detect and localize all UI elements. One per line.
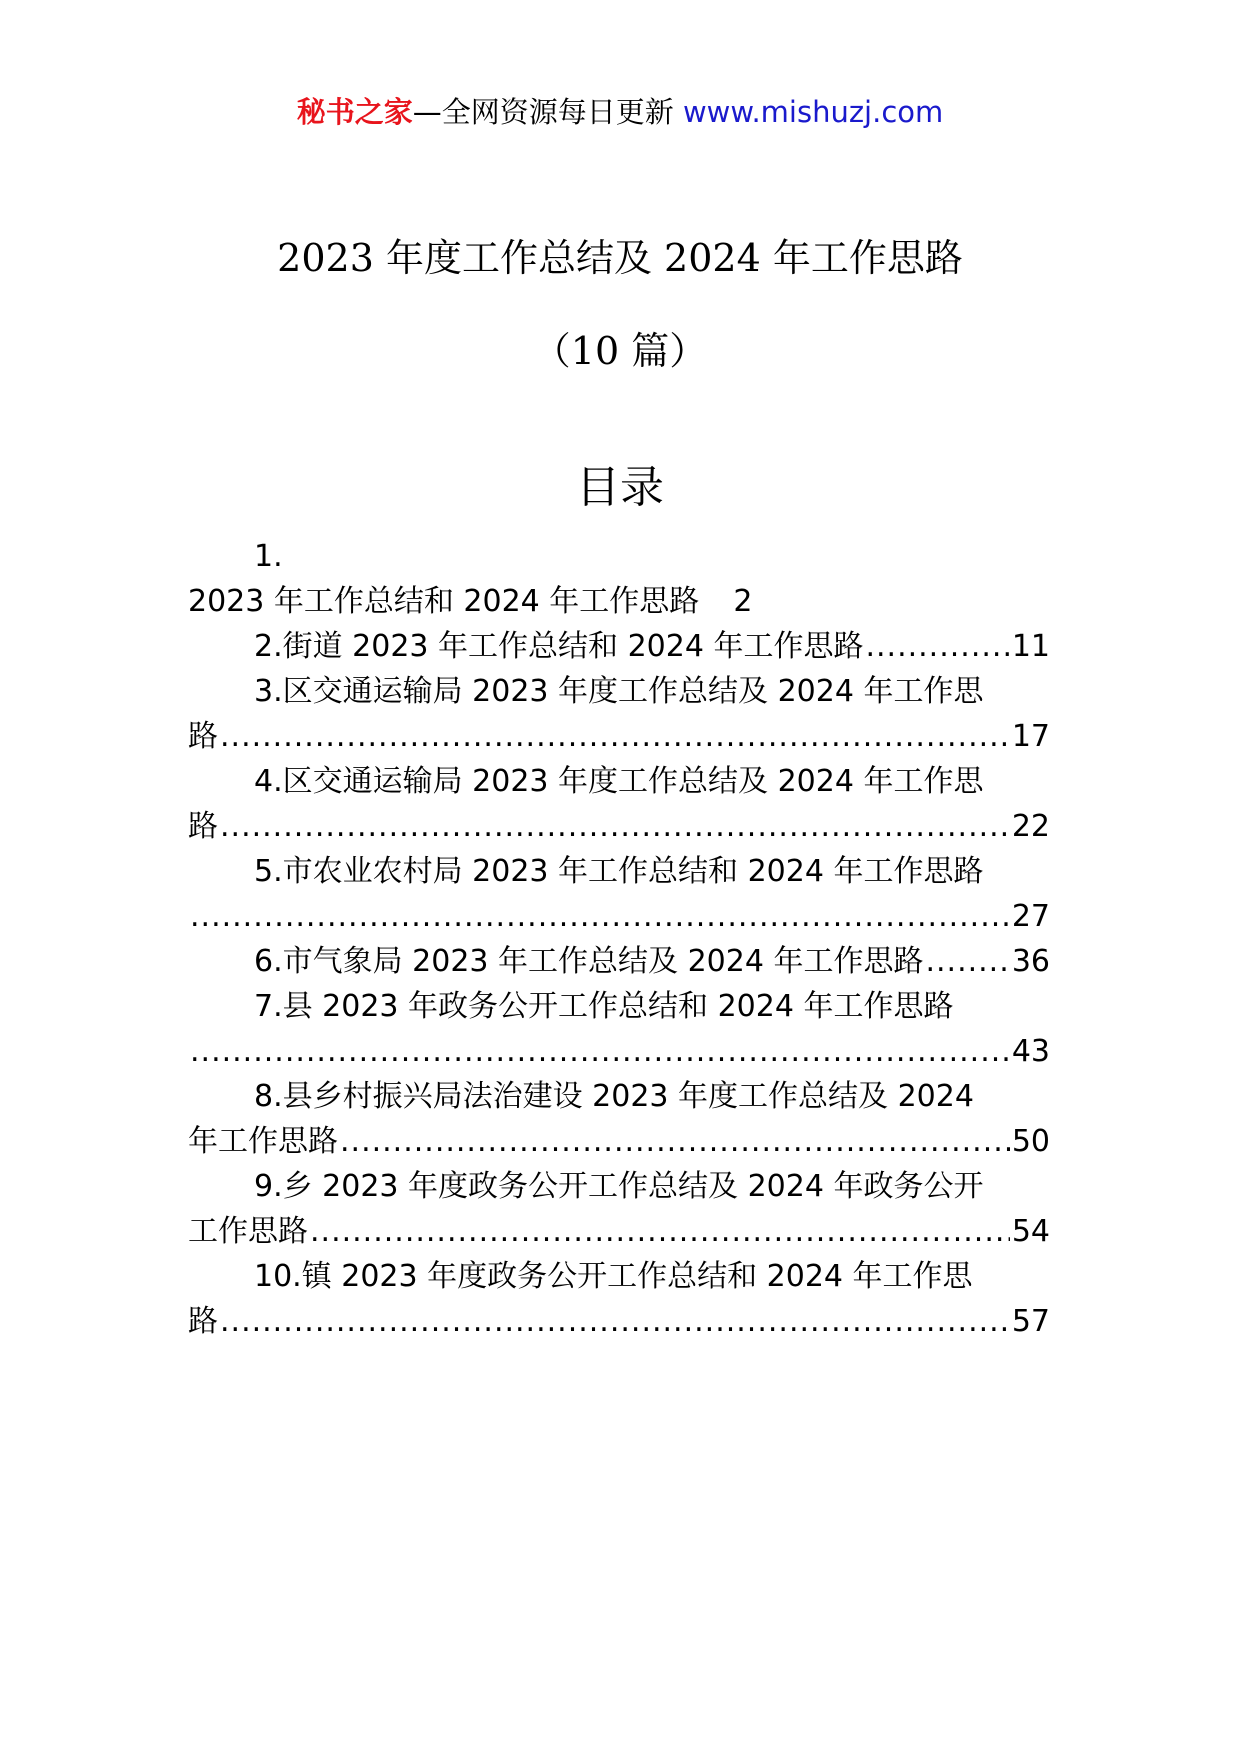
toc-item-1[interactable] <box>188 579 1050 624</box>
toc-item-page: 2 <box>733 584 753 619</box>
document-subtitle: （10 篇） <box>532 329 708 373</box>
toc-leader-dots <box>925 939 1009 984</box>
toc-item-3[interactable] <box>188 669 1050 714</box>
toc-item-1-number[interactable] <box>188 534 1050 579</box>
toc-item-9[interactable] <box>188 1164 1050 1209</box>
toc-item-page: 50 <box>1011 1124 1050 1159</box>
toc-item-title: 9.乡 2023 年度政务公开工作总结及 2024 年政务公开 <box>254 1169 984 1204</box>
toc-item-8[interactable] <box>188 1074 1050 1119</box>
toc-item-page: 57 <box>1011 1304 1050 1339</box>
toc-item-4-cont[interactable] <box>188 804 1050 849</box>
toc-item-title: 6.市气象局 2023 年工作总结及 2024 年工作思路 <box>254 944 924 979</box>
toc-item-5-cont[interactable] <box>188 894 1050 939</box>
toc-item-title-cont: 路 <box>188 809 218 844</box>
toc-item-6[interactable] <box>188 939 1050 984</box>
site-header <box>0 92 1240 132</box>
toc-item-2[interactable] <box>188 624 1050 669</box>
site-url-link[interactable]: www.mishuzj.com <box>682 95 944 129</box>
toc-item-8-cont[interactable] <box>188 1119 1050 1164</box>
toc-item-title: 8.县乡村振兴局法治建设 2023 年度工作总结及 2024 <box>254 1079 974 1114</box>
toc-item-title: 7.县 2023 年政务公开工作总结和 2024 年工作思路 <box>254 989 954 1024</box>
toc-item-7-cont[interactable] <box>188 1029 1050 1074</box>
toc-item-number: 1. <box>254 539 283 574</box>
document-title: 2023 年度工作总结及 2024 年工作思路 <box>277 236 963 280</box>
toc-item-title: 10.镇 2023 年度政务公开工作总结和 2024 年工作思 <box>254 1259 973 1294</box>
toc-item-10-cont[interactable] <box>188 1299 1050 1344</box>
toc-leader-dots <box>190 894 1010 939</box>
toc-leader-dots <box>340 1119 1010 1164</box>
toc-item-title-cont: 工作思路 <box>188 1214 308 1249</box>
toc-item-page: 54 <box>1011 1214 1050 1249</box>
toc-item-page: 17 <box>1011 719 1050 754</box>
toc-item-title-cont: 年工作思路 <box>188 1124 338 1159</box>
toc-item-title: 3.区交通运输局 2023 年度工作总结及 2024 年工作思 <box>254 674 984 709</box>
toc-item-page: 22 <box>1011 809 1050 844</box>
toc-item-title-cont: 路 <box>188 719 218 754</box>
toc-leader-dots <box>310 1209 1010 1254</box>
toc-leader-dots <box>220 714 1010 759</box>
toc-item-5[interactable] <box>188 849 1050 894</box>
toc-item-page: 43 <box>1011 1034 1050 1069</box>
toc-heading: 目录 <box>576 462 664 513</box>
toc-item-7[interactable] <box>188 984 1050 1029</box>
toc-item-page: 36 <box>1011 944 1050 979</box>
slogan: —全网资源每日更新 <box>412 95 683 129</box>
toc-item-page: 11 <box>1011 629 1050 664</box>
toc-item-3-cont[interactable] <box>188 714 1050 759</box>
table-of-contents <box>188 539 1050 1344</box>
toc-item-title-cont: 路 <box>188 1304 218 1339</box>
toc-item-title: 4.区交通运输局 2023 年度工作总结及 2024 年工作思 <box>254 764 984 799</box>
toc-leader-dots <box>220 1299 1010 1344</box>
brand-name: 秘书之家 <box>296 95 413 129</box>
toc-item-title: 2023 年工作总结和 2024 年工作思路 <box>188 584 700 619</box>
toc-leader-dots <box>220 804 1010 849</box>
toc-item-9-cont[interactable] <box>188 1209 1050 1254</box>
toc-item-title: 5.市农业农村局 2023 年工作总结和 2024 年工作思路 <box>254 854 984 889</box>
toc-item-title: 2.街道 2023 年工作总结和 2024 年工作思路 <box>254 629 864 664</box>
toc-leader-dots <box>865 624 1009 669</box>
toc-item-page: 27 <box>1011 899 1050 934</box>
toc-item-10[interactable] <box>188 1254 1050 1299</box>
toc-leader-dots <box>190 1029 1010 1074</box>
toc-item-4[interactable] <box>188 759 1050 804</box>
